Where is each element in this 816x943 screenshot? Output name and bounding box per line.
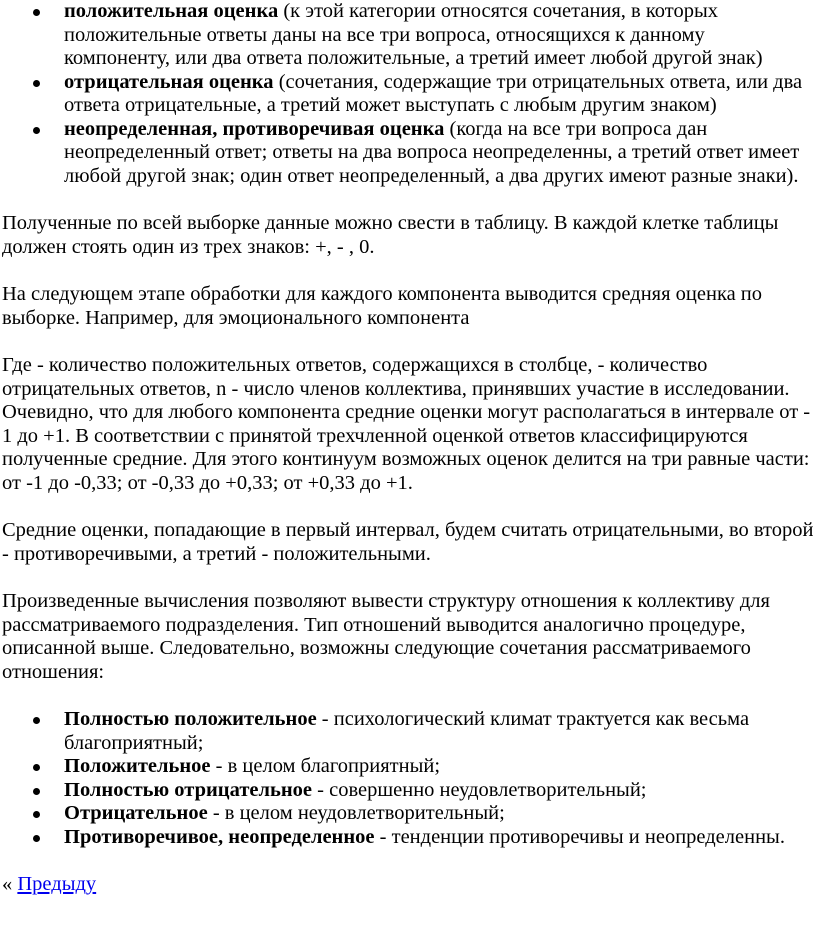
list-item-text: (сочетания, содержащие три отрицательных ответа, или два ответа отрицательные, а третий может выступать с любым другим знаком) bbox=[64, 70, 803, 116]
paragraph-average-rating: На следующем этапе обработки для каждого компонента выводится средняя оценка по выборке. Например, для эмоционального компонента bbox=[2, 283, 763, 329]
bullet-icon bbox=[33, 127, 40, 134]
list-item bbox=[64, 826, 814, 850]
bullet-icon bbox=[33, 764, 40, 771]
list-item-term: неопределенная, противоречивая оценка bbox=[64, 117, 445, 140]
list-item bbox=[64, 71, 814, 118]
bullet-icon bbox=[33, 717, 40, 724]
spacer bbox=[2, 188, 814, 212]
climate-types-list bbox=[2, 708, 814, 849]
spacer bbox=[2, 684, 814, 708]
paragraph-formula-explanation: Где - количество положительных ответов, содержащихся в столбце, - количество отрицательных ответов, n - число членов коллектива, принявших участие в исследовании. Очевидно, что для любого компонента средние оценки могут располагаться в интервале от - 1 до +1. В соответствии с принятой трехчленной оценкой ответов классифицируются полученные средние. Для этого континуум возможных оценок делится на три равные части: от -1 до -0,33; от -0,33 до +0,33; от +0,33 до +1. bbox=[2, 354, 811, 494]
list-item-text: - тенденции противоречивы и неопределенны. bbox=[374, 825, 785, 848]
list-item-text: (к этой категории относятся сочетания, в которых положительные ответы даны на все три вопроса, относящихся к данному компоненту, или два ответа положительные, а третий имеет любой другой знак) bbox=[64, 0, 763, 69]
list-item-term: положительная оценка bbox=[64, 0, 279, 22]
list-item-term: отрицательная оценка bbox=[64, 70, 274, 93]
list-item-text: - совершенно неудовлетворительный; bbox=[312, 778, 647, 801]
spacer bbox=[2, 259, 814, 283]
bullet-icon bbox=[33, 788, 40, 795]
rating-categories-list bbox=[2, 0, 814, 188]
list-item-text: - в целом благоприятный; bbox=[210, 755, 441, 777]
list-item bbox=[64, 118, 814, 189]
spacer bbox=[2, 566, 814, 590]
list-item-text: - в целом неудовлетворительный; bbox=[207, 802, 505, 824]
bullet-icon bbox=[33, 80, 40, 87]
list-item-term: Отрицательное bbox=[64, 802, 208, 824]
list-item-term: Положительное bbox=[64, 755, 211, 777]
spacer bbox=[2, 495, 814, 519]
pagination-nav bbox=[2, 873, 814, 897]
paragraph-intervals: Средние оценки, попадающие в первый интервал, будем считать отрицательными, во второй - противоречивыми, а третий - положительными. bbox=[2, 519, 814, 565]
list-item-term: Полностью отрицательное bbox=[64, 778, 313, 801]
list-item bbox=[64, 802, 814, 826]
prev-arrow-icon: « bbox=[2, 873, 18, 895]
list-item-text: (когда на все три вопроса дан неопределенный ответ; ответы на два вопроса неопределенны, а третий ответ имеет любой другой знак; один ответ неопределенный, а два других имеют разные знаки). bbox=[64, 117, 800, 187]
bullet-icon bbox=[33, 811, 40, 818]
paragraph-structure: Произведенные вычисления позволяют вывести структуру отношения к коллективу для рассматриваемого подразделения. Тип отношений выводится аналогично процедуре, описанной выше. Следовательно, возможны следующие сочетания рассматриваемого отношения: bbox=[2, 590, 770, 683]
list-item bbox=[64, 755, 814, 779]
list-item-term: Противоречивое, неопределенное bbox=[64, 825, 375, 848]
prev-page-link[interactable]: Предыду bbox=[17, 873, 97, 895]
paragraph-table-summary: Полученные по всей выборке данные можно свести в таблицу. В каждой клетке таблицы должен стоять один из трех знаков: +, - , 0. bbox=[2, 212, 779, 258]
bullet-icon bbox=[33, 835, 40, 842]
list-item-term: Полностью положительное bbox=[64, 708, 317, 730]
list-item-text: - психологический климат трактуется как весьма благоприятный; bbox=[64, 708, 750, 754]
bullet-icon bbox=[33, 9, 40, 16]
list-item bbox=[64, 0, 814, 71]
spacer bbox=[2, 330, 814, 354]
list-item bbox=[64, 779, 814, 803]
spacer bbox=[2, 849, 814, 873]
list-item bbox=[64, 708, 814, 755]
